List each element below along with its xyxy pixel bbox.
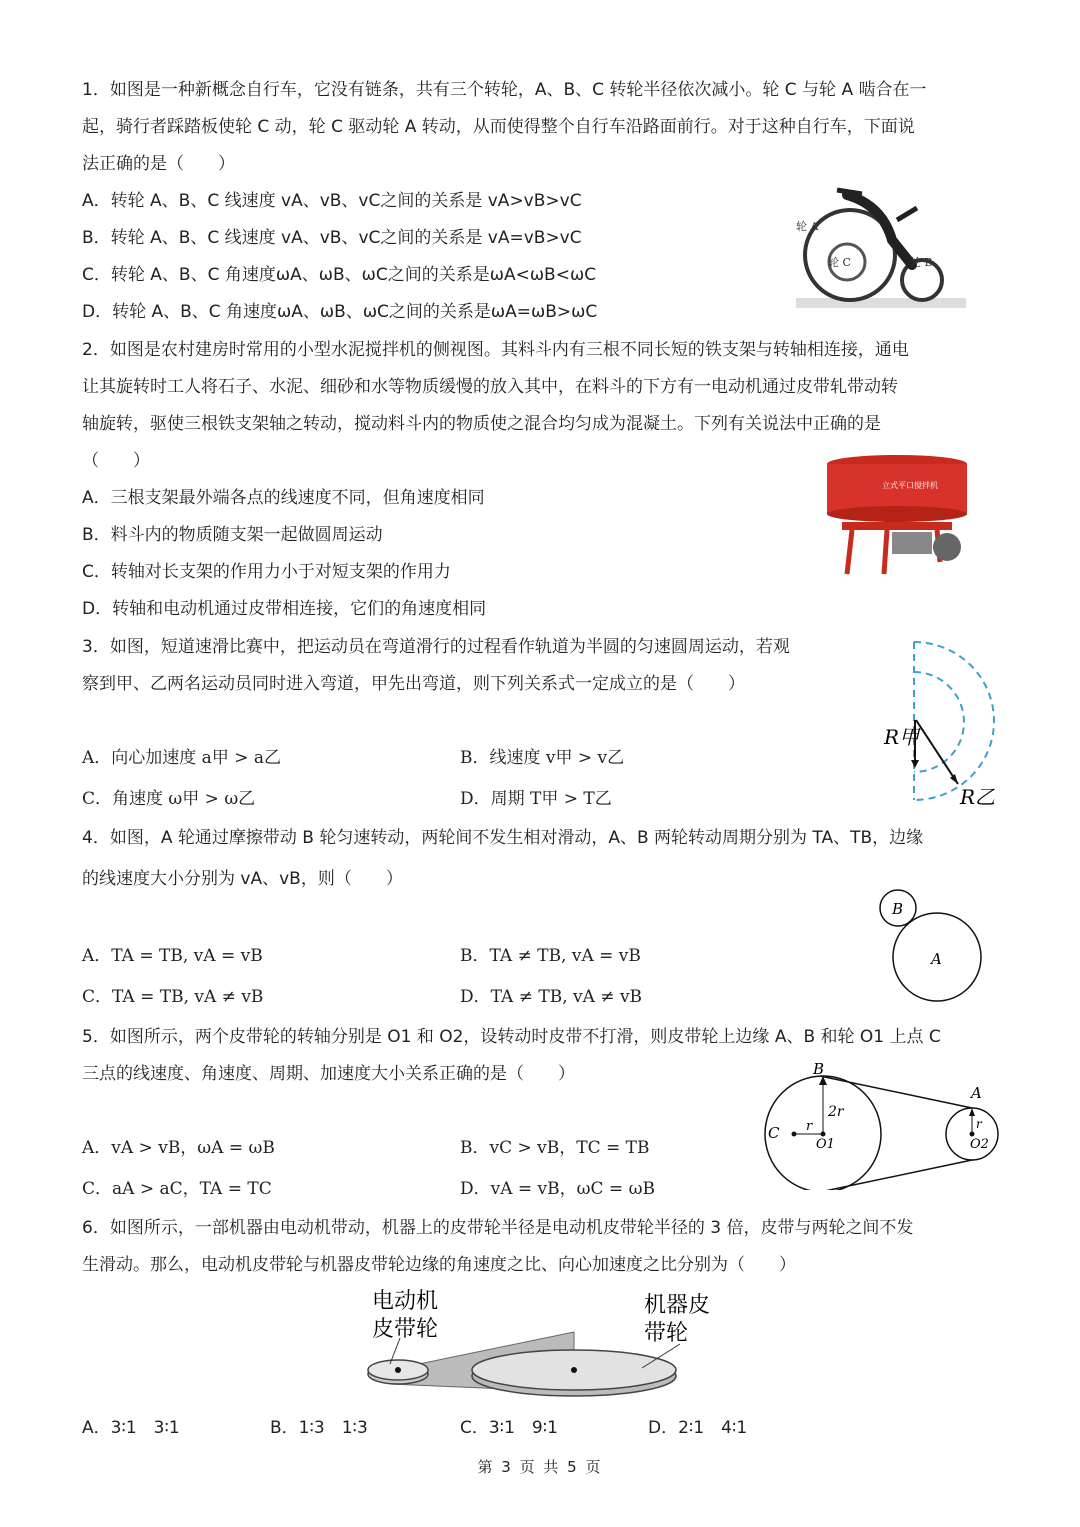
wheel-a-label: A — [931, 950, 942, 968]
q1-stem-line-1: 1．如图是一种新概念自行车，它没有链条，共有三个转轮，A、B、C 转轮半径依次减小。轮 C 与轮 A 啮合在一 — [82, 80, 927, 100]
q4-option-a: A．TA = TB, vA = vB — [82, 946, 263, 966]
machine-label-line-2: 带轮 — [644, 1321, 689, 1346]
wheel-c-label: 轮 C — [828, 256, 851, 269]
radius-r-label: r — [806, 1119, 813, 1134]
q3-option-b: B．线速度 v甲 > v乙 — [460, 748, 625, 768]
machine-label-line-1: 机器皮 — [644, 1293, 711, 1318]
q5-stem-line-1: 5．如图所示，两个皮带轮的转轴分别是 O1 和 O2，设转动时皮带不打滑，则皮带轮上边缘 A、B 和轮 O1 上点 C — [82, 1027, 941, 1047]
q4-stem-line-1: 4．如图，A 轮通过摩擦带动 B 轮匀速转动，两轮间不发生相对滑动，A、B 两轮转动周期分别为 TA、TB，边缘 — [82, 828, 924, 848]
q1-stem-line-2: 起，骑行者踩踏板使轮 C 动，轮 C 驱动轮 A 转动，从而使得整个自行车沿路面前行。对于这种自行车，下面说 — [82, 117, 915, 137]
q2-stem-line-2: 让其旋转时工人将石子、水泥、细砂和水等物质缓慢的放入其中，在料斗的下方有一电动机通过皮带轧带动转 — [82, 377, 898, 397]
q3-option-d: D．周期 T甲 > T乙 — [460, 789, 612, 809]
axle-o1-label: O1 — [816, 1137, 835, 1152]
q2-stem-line-4: （ ） — [82, 451, 150, 471]
radius-r2-label: r — [976, 1117, 982, 1131]
q6-option-b: B．1∶3 1∶3 — [270, 1418, 368, 1438]
q2-option-a: A．三根支架最外端各点的线速度不同，但角速度相同 — [82, 488, 485, 508]
page-footer: 第 3 页 共 5 页 — [477, 1458, 603, 1476]
axle-o2-label: O2 — [970, 1137, 989, 1152]
q3-stem-line-1: 3．如图，短道速滑比赛中，把运动员在弯道滑行的过程看作轨道为半圆的匀速圆周运动，若观 — [82, 637, 790, 657]
wheel-b-label: 轮 B — [910, 256, 933, 269]
radius-2r-label: 2r — [828, 1104, 844, 1120]
q6-stem-line-1: 6．如图所示，一部机器由电动机带动，机器上的皮带轮半径是电动机皮带轮半径的 3 倍，皮带与两轮之间不发 — [82, 1218, 914, 1238]
q2-option-b: B．料斗内的物质随支架一起做圆周运动 — [82, 525, 383, 545]
mixer-figure — [822, 452, 972, 582]
q1-option-a: A．转轮 A、B、C 线速度 vA、vB、vC之间的关系是 vA>vB>vC — [82, 191, 582, 211]
bicycle-figure — [792, 180, 972, 310]
friction-wheels-figure — [874, 888, 989, 1003]
motor-label-line-2: 皮带轮 — [372, 1317, 439, 1342]
q2-option-d: D．转轴和电动机通过皮带相连接，它们的角速度相同 — [82, 599, 487, 619]
q5-option-d: D．vA = vB，ωC = ωB — [460, 1179, 655, 1199]
point-a-label: A — [971, 1084, 982, 1102]
q1-option-c: C．转轮 A、B、C 角速度ωA、ωB、ωC之间的关系是ωA<ωB<ωC — [82, 265, 597, 285]
q4-option-d: D．TA ≠ TB, vA ≠ vB — [460, 987, 643, 1007]
q2-option-c: C．转轴对长支架的作用力小于对短支架的作用力 — [82, 562, 451, 582]
point-b-label: B — [813, 1060, 825, 1078]
r-yi-label: R乙 — [960, 785, 996, 809]
q5-option-b: B．vC > vB，TC = TB — [460, 1138, 650, 1158]
q5-option-a: A．vA > vB，ωA = ωB — [82, 1138, 275, 1158]
q3-option-a: A．向心加速度 a甲 > a乙 — [82, 748, 282, 768]
q6-stem-line-2: 生滑动。那么，电动机皮带轮与机器皮带轮边缘的角速度之比、向心加速度之比分别为（ ） — [82, 1255, 796, 1275]
point-c-label: C — [768, 1124, 780, 1142]
q5-stem-line-2: 三点的线速度、角速度、周期、加速度大小关系正确的是（ ） — [82, 1064, 575, 1084]
q3-stem-line-2: 察到甲、乙两名运动员同时进入弯道，甲先出弯道，则下列关系式一定成立的是（ ） — [82, 674, 745, 694]
q2-stem-line-3: 轴旋转，驱使三根铁支架轴之转动，搅动料斗内的物质使之混合均匀成为混凝土。下列有关说法中正确的是 — [82, 414, 881, 434]
q2-stem-line-1: 2．如图是农村建房时常用的小型水泥搅拌机的侧视图。其料斗内有三根不同长短的铁支架与转轴相连接，通电 — [82, 340, 909, 360]
mixer-label: 立式平口搅拌机 — [882, 481, 938, 490]
q1-stem-line-3: 法正确的是（ ） — [82, 154, 235, 174]
belt-pulley-figure — [750, 1060, 1000, 1190]
q4-option-b: B．TA ≠ TB, vA = vB — [460, 946, 641, 966]
wheel-a-label: 轮 A — [796, 220, 819, 233]
motor-label-line-1: 电动机 — [372, 1289, 439, 1314]
q6-option-d: D．2∶1 4∶1 — [648, 1418, 748, 1438]
q3-option-c: C．角速度 ω甲 > ω乙 — [82, 789, 256, 809]
motor-machine-pulley-figure — [360, 1284, 730, 1400]
q1-option-b: B．转轮 A、B、C 线速度 vA、vB、vC之间的关系是 vA=vB>vC — [82, 228, 582, 248]
q4-option-c: C．TA = TB, vA ≠ vB — [82, 987, 264, 1007]
q5-option-c: C．aA > aC，TA = TC — [82, 1179, 272, 1199]
r-jia-label: R甲 — [884, 725, 920, 749]
q6-option-a: A．3∶1 3∶1 — [82, 1418, 180, 1438]
q4-stem-line-2: 的线速度大小分别为 vA、vB，则（ ） — [82, 869, 403, 889]
q6-option-c: C．3∶1 9∶1 — [460, 1418, 558, 1438]
wheel-b-label: B — [892, 900, 904, 918]
speed-skating-track-figure — [878, 638, 1003, 810]
q1-option-d: D．转轮 A、B、C 角速度ωA、ωB、ωC之间的关系是ωA=ωB>ωC — [82, 302, 598, 322]
